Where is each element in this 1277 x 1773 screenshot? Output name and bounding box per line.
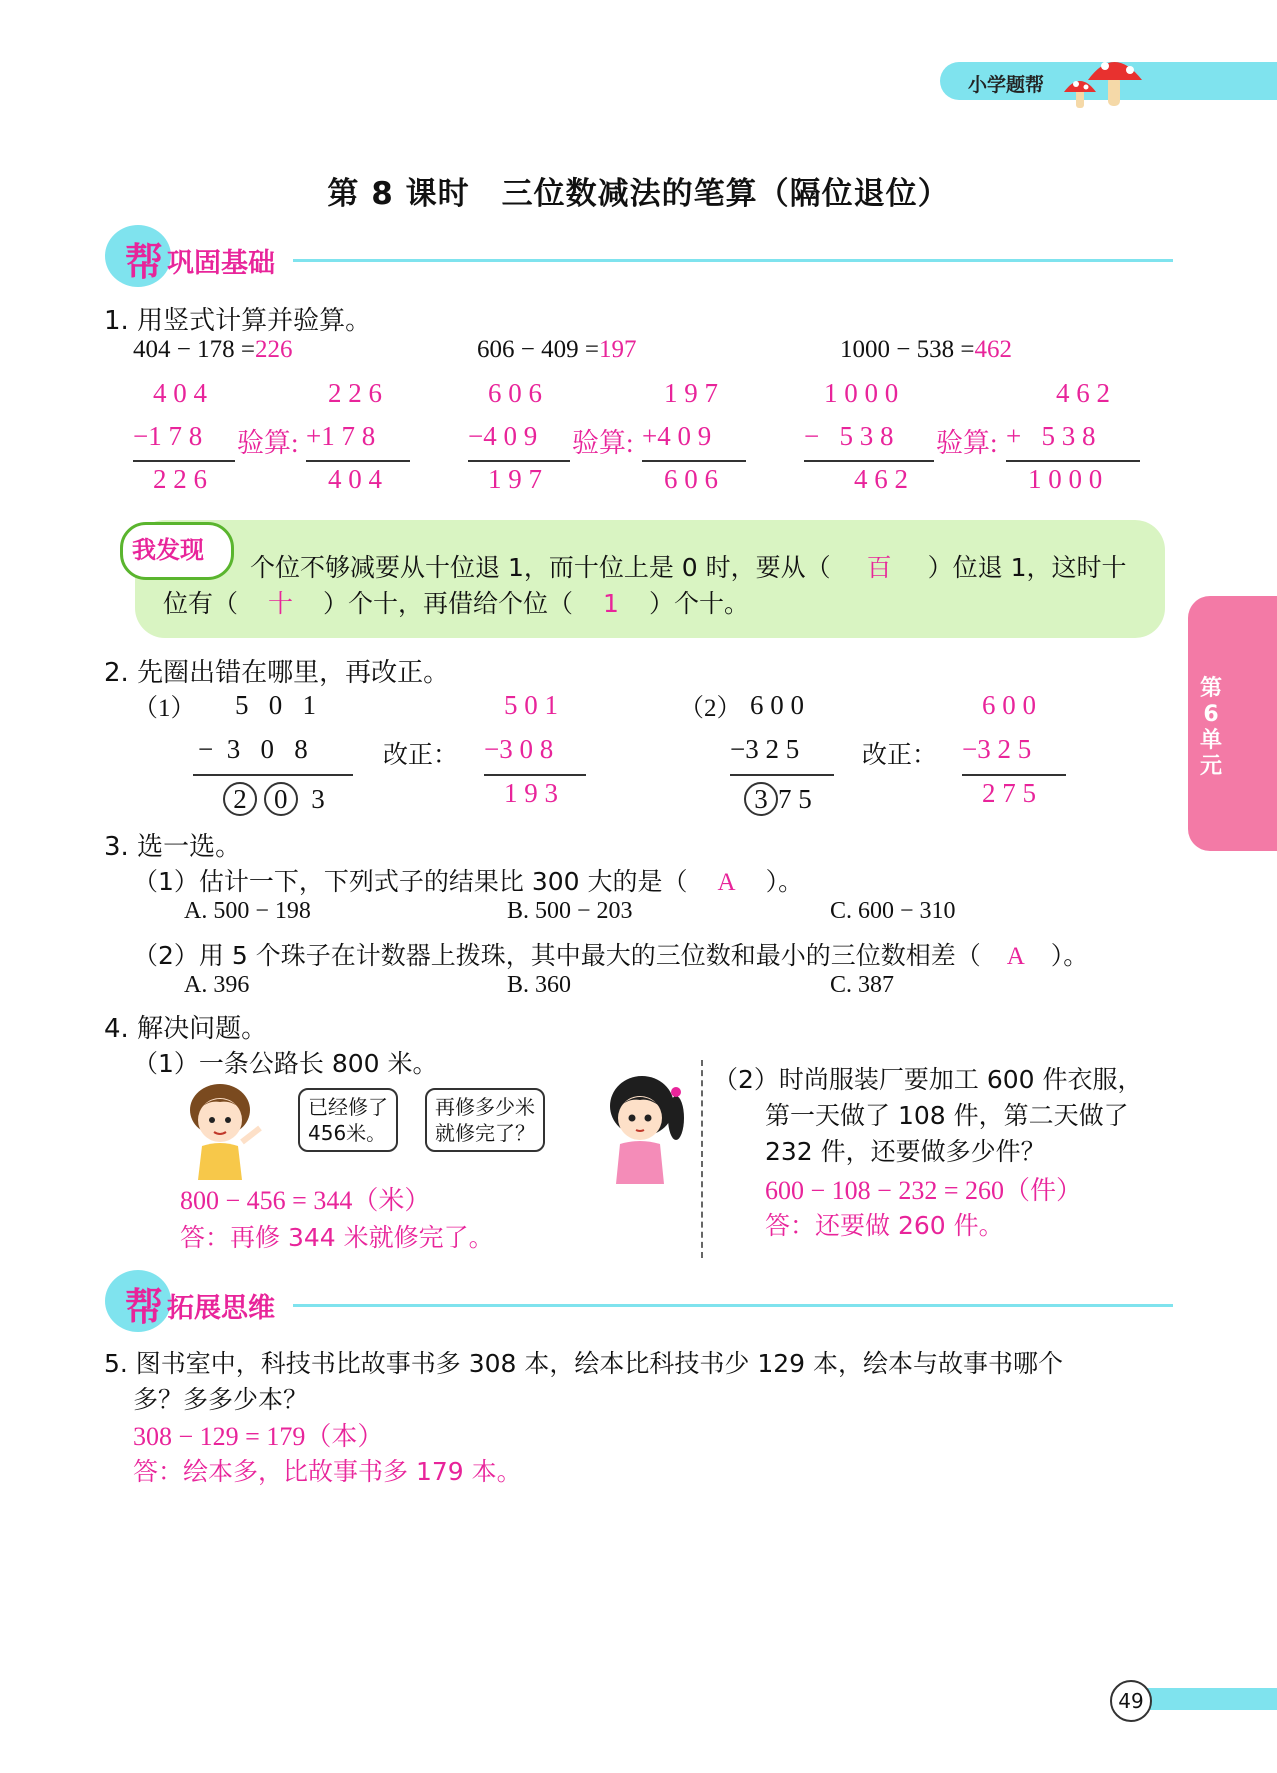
calc-line bbox=[804, 460, 934, 462]
fixed-top: 5 0 1 bbox=[504, 690, 558, 720]
q2-part1-wrong bbox=[193, 690, 363, 820]
q2-part1-fixed bbox=[484, 690, 594, 820]
wrong-top: 5 0 1 bbox=[235, 690, 316, 720]
q1-answer: 197 bbox=[598, 336, 637, 363]
q4-part2-line-3: 232 件，还要做多少件？ bbox=[765, 1137, 1046, 1166]
q2-prompt: 2. 先圈出错在哪里，再改正。 bbox=[104, 658, 450, 688]
q4-part2-line-2: 第一天做了 108 件，第二天做了 bbox=[765, 1101, 1129, 1130]
q1-expr-text: 606 − 409 = bbox=[477, 336, 599, 363]
check-label: 验算: bbox=[572, 428, 634, 458]
q2-part2-fixed bbox=[962, 690, 1072, 820]
discover-text: ）位退 1，这时十 bbox=[927, 553, 1127, 582]
check-top: 1 9 7 bbox=[664, 378, 718, 408]
wrong-line bbox=[730, 774, 834, 776]
fix-label: 改正： bbox=[383, 740, 459, 769]
q1-answer: 226 bbox=[254, 336, 293, 363]
check-line bbox=[306, 460, 410, 462]
q5-line-2: 多？多多少本？ bbox=[133, 1385, 309, 1414]
mushroom-icon bbox=[1060, 44, 1150, 114]
q1-prompt: 1. 用竖式计算并验算。 bbox=[104, 306, 372, 336]
fixed-line bbox=[962, 774, 1066, 776]
wrong-top: 6 0 0 bbox=[750, 690, 804, 720]
error-circle: 3 bbox=[744, 782, 778, 816]
q4-part1-text: （1）一条公路长 800 米。 bbox=[133, 1049, 438, 1078]
lesson-title: 第 8 课时 三位数减法的笔算（隔位退位） bbox=[327, 176, 950, 212]
calc-line bbox=[133, 460, 235, 462]
discover-answer: 十 bbox=[268, 589, 294, 618]
error-circle: 0 bbox=[264, 782, 298, 816]
check-add: +1 7 8 bbox=[306, 421, 376, 451]
q1-answer: 462 bbox=[974, 336, 1012, 363]
speech-bubble-1 bbox=[298, 1088, 398, 1152]
q3-text: （2）用 5 个珠子在计数器上拨珠，其中最大的三位数和最小的三位数相差（ bbox=[133, 941, 981, 970]
calc-result: 4 6 2 bbox=[854, 464, 908, 494]
girl-1-icon bbox=[180, 1080, 270, 1180]
q2-part2-label: （2） bbox=[679, 695, 742, 722]
discover-text: 个位不够减要从十位退 1，而十位上是 0 时，要从（ bbox=[250, 553, 831, 582]
wrong-line bbox=[193, 774, 353, 776]
q4-part2-answer-2: 答：还要做 260 件。 bbox=[765, 1211, 1004, 1240]
check-top: 2 2 6 bbox=[328, 378, 382, 408]
calc-line bbox=[468, 460, 570, 462]
check-top: 4 6 2 bbox=[1056, 378, 1110, 408]
discover-text: 位有（ bbox=[163, 589, 239, 618]
discover-badge-label: 我发现 bbox=[132, 536, 204, 564]
fix-label: 改正： bbox=[862, 740, 938, 769]
q5-answer-2: 答：绘本多，比故事书多 179 本。 bbox=[133, 1457, 522, 1486]
q2-part2-wrong bbox=[730, 690, 840, 820]
fixed-sub: −3 0 8 bbox=[484, 734, 554, 764]
q5-line-1: 5. 图书室中，科技书比故事书多 308 本，绘本比科技书少 129 本，绘本与故事书哪个 bbox=[104, 1349, 1064, 1378]
section-title: 拓展思维 bbox=[167, 1293, 275, 1324]
check-add: + 5 3 8 bbox=[1006, 421, 1096, 451]
q5-answer-1: 308 − 129 = 179（本） bbox=[133, 1422, 384, 1451]
calc-top: 6 0 6 bbox=[488, 378, 542, 408]
section-badge-char: 帮 bbox=[125, 240, 164, 284]
q3-option: A. 500 − 198 bbox=[184, 898, 311, 924]
check-result: 4 0 4 bbox=[328, 464, 382, 494]
bubble-text: 再修多少米 bbox=[435, 1095, 535, 1119]
calc-result: 1 9 7 bbox=[488, 464, 542, 494]
q3-option: B. 360 bbox=[507, 972, 572, 998]
q1-expr-text: 1000 − 538 = bbox=[840, 336, 975, 363]
q1-expr-2 bbox=[477, 336, 636, 364]
discover-line-1 bbox=[250, 548, 1127, 584]
check-line bbox=[642, 460, 746, 462]
q3-prompt: 3. 选一选。 bbox=[104, 832, 242, 862]
q4-part1-answer-1: 800 − 456 = 344（米） bbox=[180, 1186, 431, 1215]
q1-check-3 bbox=[1006, 378, 1156, 508]
q3-option: C. 387 bbox=[830, 972, 895, 998]
q4-prompt: 4. 解决问题。 bbox=[104, 1014, 268, 1044]
q3-text: （1）估计一下，下列式子的结果比 300 大的是（ bbox=[133, 867, 688, 896]
wrong-sub: − 3 0 8 bbox=[198, 734, 308, 764]
wrong-result bbox=[744, 782, 812, 816]
section-badge-char: 帮 bbox=[125, 1285, 164, 1329]
bubble-text: 就修完了？ bbox=[435, 1121, 535, 1145]
q4-part1-answer-2: 答：再修 344 米就修完了。 bbox=[180, 1223, 494, 1252]
bubble-text: 已经修了 bbox=[308, 1095, 388, 1119]
speech-bubble-2 bbox=[425, 1088, 545, 1152]
q1-check-1 bbox=[306, 378, 426, 508]
q3-option: B. 500 − 203 bbox=[507, 898, 633, 924]
discover-answer: 百 bbox=[866, 553, 892, 582]
discover-line-2 bbox=[163, 584, 749, 620]
q2-part1-label: （1） bbox=[133, 695, 196, 722]
wrong-sub: −3 2 5 bbox=[730, 734, 800, 764]
calc-top: 4 0 4 bbox=[153, 378, 207, 408]
q1-expr-1 bbox=[133, 336, 292, 364]
unit-label: 第6单元 bbox=[1200, 676, 1223, 779]
check-add: +4 0 9 bbox=[642, 421, 712, 451]
discover-answer: 1 bbox=[603, 589, 619, 618]
discover-text: ）个十。 bbox=[648, 589, 749, 618]
q3-sub2 bbox=[133, 936, 1088, 972]
footer-bar bbox=[1130, 1688, 1277, 1710]
section-rule bbox=[293, 1304, 1173, 1307]
calc-result: 2 2 6 bbox=[153, 464, 207, 494]
q3-answer: A bbox=[1006, 943, 1025, 970]
fixed-result: 1 9 3 bbox=[504, 778, 558, 808]
q1-check-2 bbox=[642, 378, 762, 508]
fixed-line bbox=[484, 774, 586, 776]
section-title: 巩固基础 bbox=[167, 248, 275, 279]
page-number: 49 bbox=[1110, 1680, 1152, 1722]
q1-expr-3 bbox=[840, 336, 1012, 364]
q3-answer: A bbox=[717, 869, 736, 896]
brand-label: 小学题帮 bbox=[968, 74, 1045, 96]
calc-top: 1 0 0 0 bbox=[824, 378, 899, 408]
fixed-top: 6 0 0 bbox=[982, 690, 1036, 720]
check-label: 验算: bbox=[237, 428, 299, 458]
discover-text: ）个十，再借给个位（ bbox=[323, 589, 574, 618]
bubble-text: 456米。 bbox=[308, 1121, 387, 1145]
section-rule bbox=[293, 259, 1173, 262]
error-circle: 2 bbox=[223, 782, 257, 816]
check-line bbox=[1006, 460, 1140, 462]
q3-text: ）。 bbox=[1050, 941, 1089, 970]
fixed-sub: −3 2 5 bbox=[962, 734, 1032, 764]
calc-sub: −1 7 8 bbox=[133, 421, 203, 451]
wrong-result bbox=[223, 782, 325, 816]
q3-option: A. 396 bbox=[184, 972, 250, 998]
result-digit: 3 bbox=[311, 784, 325, 814]
dashed-divider bbox=[701, 1060, 703, 1258]
check-label: 验算: bbox=[936, 428, 998, 458]
girl-2-icon bbox=[598, 1072, 688, 1184]
check-result: 1 0 0 0 bbox=[1028, 464, 1103, 494]
fixed-result: 2 7 5 bbox=[982, 778, 1036, 808]
check-result: 6 0 6 bbox=[664, 464, 718, 494]
q1-expr-text: 404 − 178 = bbox=[133, 336, 255, 363]
q4-part2-line-1: （2）时尚服装厂要加工 600 件衣服， bbox=[713, 1065, 1143, 1094]
result-digit: 7 5 bbox=[778, 784, 812, 814]
q3-sub1 bbox=[133, 862, 803, 898]
q4-part2-answer-1: 600 − 108 − 232 = 260（件） bbox=[765, 1176, 1082, 1205]
calc-sub: − 5 3 8 bbox=[804, 421, 894, 451]
calc-sub: −4 0 9 bbox=[468, 421, 538, 451]
q3-option: C. 600 − 310 bbox=[830, 898, 956, 924]
q3-text: ）。 bbox=[765, 867, 804, 896]
